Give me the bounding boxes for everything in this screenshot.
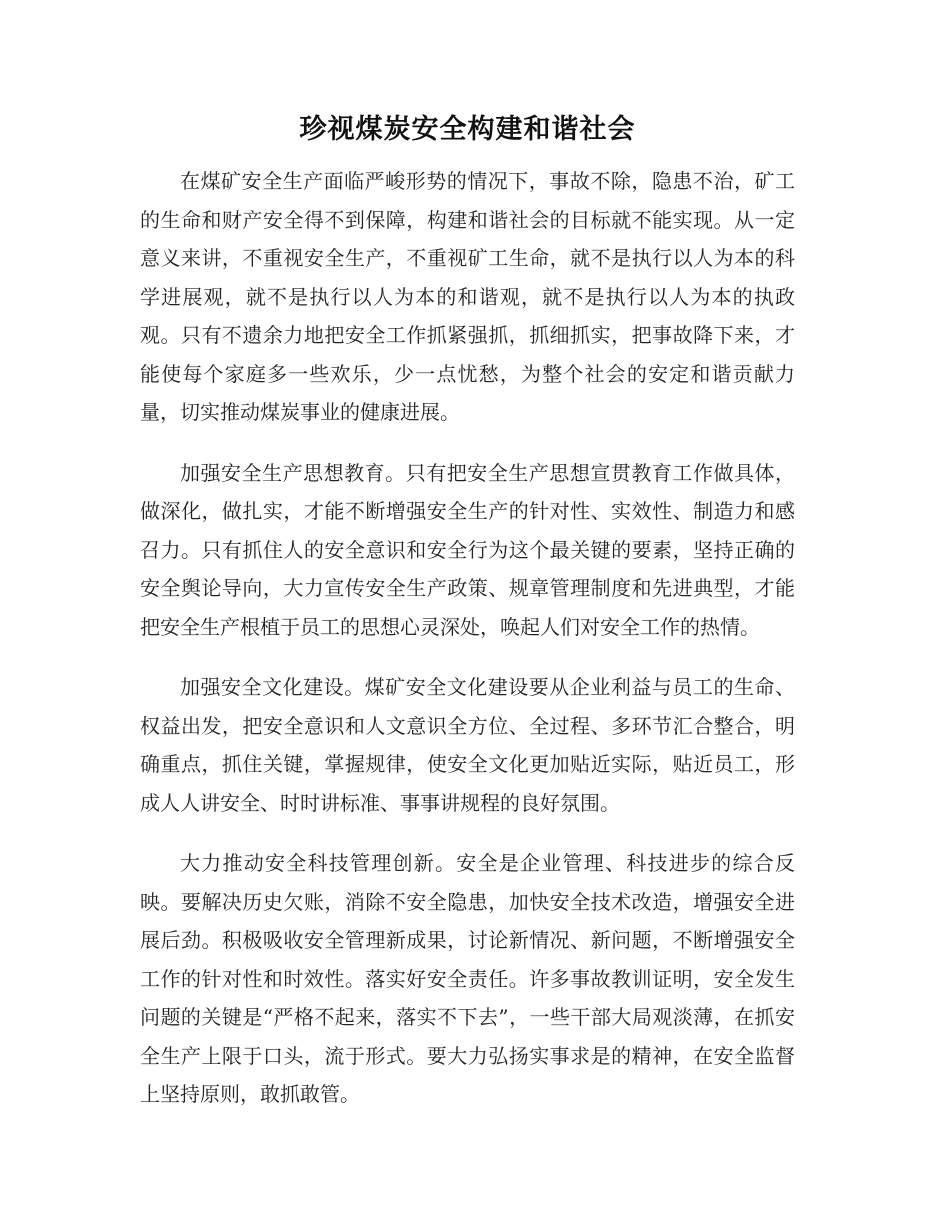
- paragraph-tech-innovation: 大力推动安全科技管理创新。安全是企业管理、科技进步的综合反映。要解决历史欠账，消除不安全隐患，加快安全技术改造，增强安全进展后劲。积极吸收安全管理新成果，讨论新情况、新问题，不断增强安全工作的针对性和时效性。落实好安全责任。许多事故教训证明，安全发生问题的关键是“严格不起来，落实不下去”，一些干部大局观淡薄，在抓安全生产上限于口头，流于形式。要大力弘扬实事求是的精神，在安全监督上坚持原则，敢抓敢管。: [140, 851, 795, 1106]
- document-body: [140, 162, 795, 1136]
- document-title: 珍视煤炭安全构建和谐社会: [299, 114, 636, 145]
- paragraph-safety-education: 加强安全生产思想教育。只有把安全生产思想宣贯教育工作做具体，做深化，做扎实，才能不断增强安全生产的针对性、实效性、制造力和感召力。只有抓住人的安全意识和安全行为这个最关键的要素，坚持正确的安全舆论导向，大力宣传安全生产政策、规章管理制度和先进典型，才能把安全生产根植于员工的思想心灵深处，唤起人们对安全工作的热情。: [140, 460, 795, 639]
- paragraph-safety-culture: 加强安全文化建设。煤矿安全文化建设要从企业利益与员工的生命、权益出发，把安全意识和人文意识全方位、全过程、多环节汇合整合，明确重点，抓住关键，掌握规律，使安全文化更加贴近实际，贴近员工，形成人人讲安全、时时讲标准、事事讲规程的良好氛围。: [140, 675, 795, 815]
- paragraph-intro: 在煤矿安全生产面临严峻形势的情况下，事故不除，隐患不治，矿工的生命和财产安全得不到保障，构建和谐社会的目标就不能实现。从一定意义来讲，不重视安全生产，不重视矿工生命，就不是执行以人为本的科学进展观，就不是执行以人为本的和谐观，就不是执行以人为本的执政观。只有不遗余力地把安全工作抓紧强抓，抓细抓实，把事故降下来，才能使每个家庭多一些欢乐，少一点忧愁，为整个社会的安定和谐贡献力量，切实推动煤炭事业的健康进展。: [140, 169, 795, 424]
